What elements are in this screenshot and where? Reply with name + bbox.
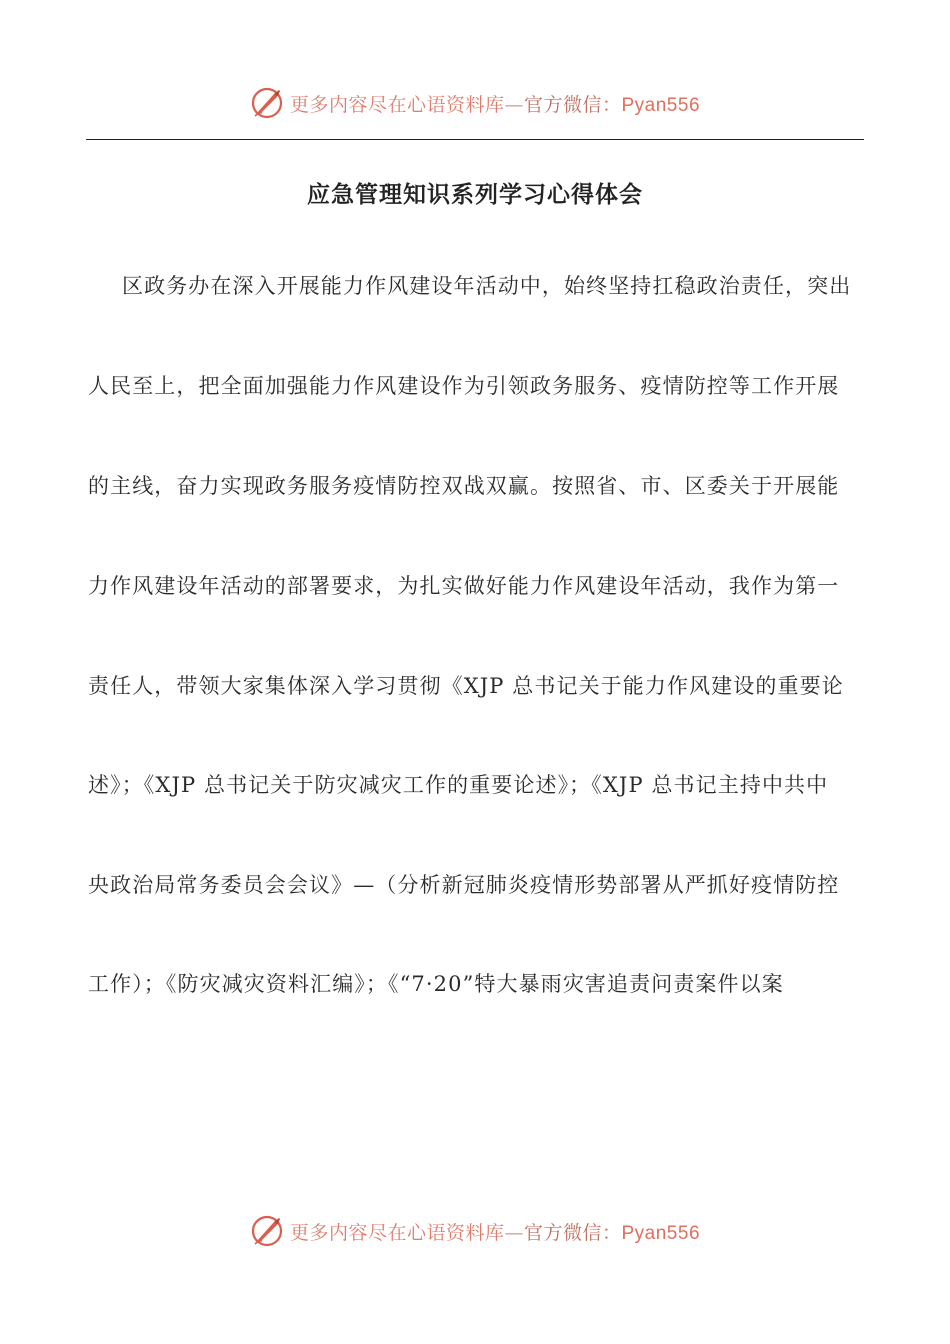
paragraph-line: 力作风建设年活动的部署要求，为扎实做好能力作风建设年活动，我作为第一 (88, 574, 840, 598)
quill-pen-logo-icon (250, 1214, 284, 1248)
paragraph-line: 工作）；《防灾减灾资料汇编》；《“7·20”特大暴雨灾害追责问责案件以案 (88, 972, 784, 996)
paragraph-line: 人民至上，把全面加强能力作风建设作为引领政务服务、疫情防控等工作开展 (88, 374, 840, 398)
paragraph-line: 责任人，带领大家集体深入学习贯彻《XJP 总书记关于能力作风建设的重要论 (88, 674, 844, 698)
document-title: 应急管理知识系列学习心得体会 (307, 182, 643, 208)
paragraph-line: 区政务办在深入开展能力作风建设年活动中，始终坚持扛稳政治责任，突出 (122, 274, 852, 298)
banner-text: 更多内容尽在心语资料库—官方微信：Pyan556 (289, 93, 701, 116)
paragraph-line: 述》；《XJP 总书记关于防灾减灾工作的重要论述》；《XJP 总书记主持中共中 (88, 773, 829, 797)
footer-banner (0, 1211, 950, 1251)
banner-text: 更多内容尽在心语资料库—官方微信：Pyan556 (289, 1221, 701, 1244)
paragraph-line: 的主线，奋力实现政务服务疫情防控双战双赢。按照省、市、区委关于开展能 (88, 474, 840, 498)
paragraph-line: 央政治局常务委员会会议》—（分析新冠肺炎疫情形势部署从严抓好疫情防控 (88, 873, 840, 897)
